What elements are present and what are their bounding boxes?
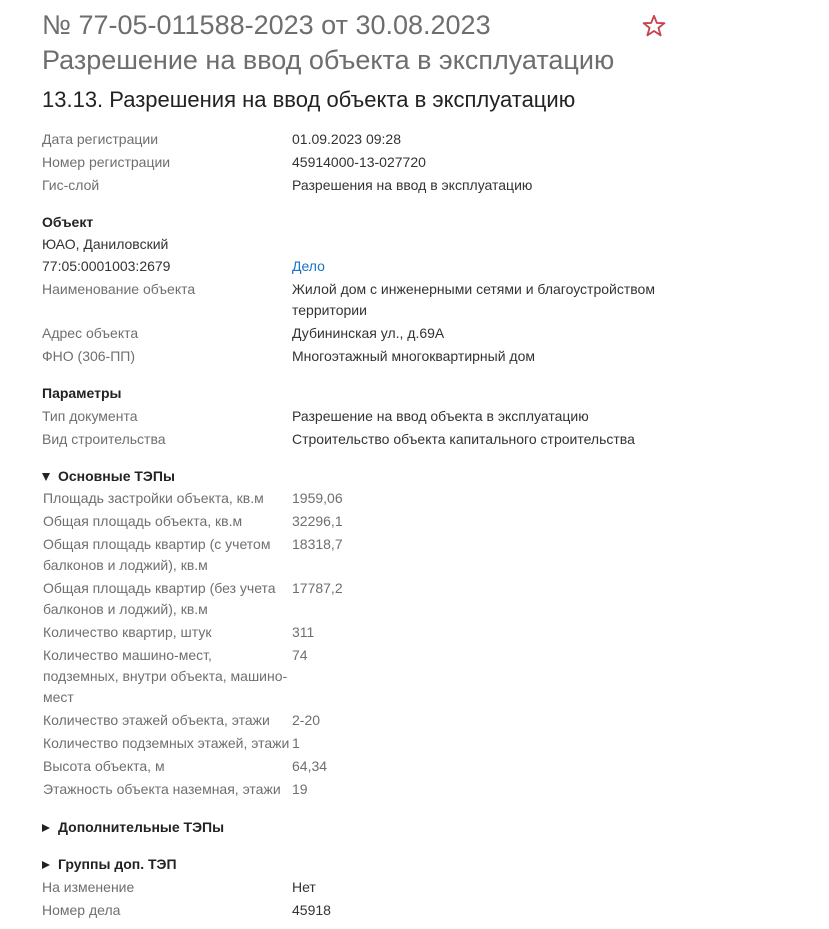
main-tep-toggle[interactable] (42, 466, 175, 487)
construction-type-value: Строительство объекта капитального строительства (292, 431, 635, 447)
tep-value: 64,34 (292, 758, 328, 774)
groups-tep-heading: Группы доп. ТЭП (58, 856, 177, 872)
star-icon[interactable] (641, 13, 667, 39)
change-value: Нет (292, 879, 316, 895)
fno-value: Многоэтажный многоквартирный дом (292, 348, 536, 364)
tep-label: Площадь застройки объекта, кв.м (43, 490, 264, 506)
cadastral-number: 77:05:0001003:2679 (42, 258, 171, 274)
tep-label: Высота объекта, м (43, 758, 165, 774)
object-name-label: Наименование объекта (42, 281, 196, 297)
case-number-label: Номер дела (42, 902, 121, 918)
parameters-section-heading: Параметры (42, 385, 122, 401)
gis-layer-label: Гис-слой (42, 177, 100, 193)
tep-label: Количество машино-мест, подземных, внутри объекта, машино-мест (43, 647, 288, 705)
main-tep-heading: Основные ТЭПы (58, 468, 175, 484)
collapsed-triangle-icon (42, 861, 50, 869)
registration-date-label: Дата регистрации (42, 131, 159, 147)
object-district: ЮАО, Даниловский (42, 236, 169, 252)
tep-label: Количество подземных этажей, этажи (43, 735, 290, 751)
object-name-value: Жилой дом с инженерными сетями и благоустройством территории (292, 281, 655, 318)
registration-number-value: 45914000-13-027720 (292, 154, 426, 170)
change-label: На изменение (42, 879, 135, 895)
tep-label: Общая площадь объекта, кв.м (43, 513, 243, 529)
construction-type-label: Вид строительства (42, 431, 166, 447)
tep-value: 311 (292, 624, 315, 640)
additional-tep-toggle[interactable] (42, 817, 224, 838)
tep-label: Общая площадь квартир (с учетом балконов и лоджий), кв.м (43, 536, 271, 573)
tep-value: 17787,2 (292, 580, 343, 596)
tep-label: Этажность объекта наземная, этажи (43, 781, 281, 797)
object-address-label: Адрес объекта (42, 325, 139, 341)
collapsed-triangle-icon (42, 824, 50, 832)
tep-value: 74 (292, 647, 308, 663)
tep-label: Количество квартир, штук (43, 624, 212, 640)
fno-label: ФНО (306-ПП) (42, 348, 136, 364)
tep-value: 1959,06 (292, 490, 343, 506)
document-number-title: № 77-05-011588-2023 от 30.08.2023 (42, 10, 491, 40)
object-address-value: Дубининская ул., д.69А (292, 325, 445, 341)
tep-value: 2-20 (292, 712, 321, 728)
tep-value: 18318,7 (292, 536, 343, 552)
document-type-value: Разрешение на ввод объекта в эксплуатацию (292, 408, 589, 424)
tep-value: 19 (292, 781, 308, 797)
groups-tep-toggle[interactable] (42, 854, 177, 875)
object-section-heading: Объект (42, 214, 94, 230)
registration-number-label: Номер регистрации (42, 154, 171, 170)
registration-date-value: 01.09.2023 09:28 (292, 131, 401, 147)
tep-value: 32296,1 (292, 513, 343, 529)
document-type-title: Разрешение на ввод объекта в эксплуатацию (42, 45, 615, 75)
tep-label: Количество этажей объекта, этажи (43, 712, 270, 728)
case-link[interactable]: Дело (292, 258, 325, 274)
layer-subtitle: 13.13. Разрешения на ввод объекта в эксплуатацию (42, 87, 576, 112)
case-number-value: 45918 (292, 902, 331, 918)
additional-tep-heading: Дополнительные ТЭПы (58, 819, 225, 835)
tep-label: Общая площадь квартир (без учета балконов и лоджий), кв.м (43, 580, 276, 617)
gis-layer-value: Разрешения на ввод в эксплуатацию (292, 177, 533, 193)
tep-value: 1 (292, 735, 300, 751)
expanded-triangle-icon (42, 473, 50, 481)
document-type-label: Тип документа (42, 408, 138, 424)
